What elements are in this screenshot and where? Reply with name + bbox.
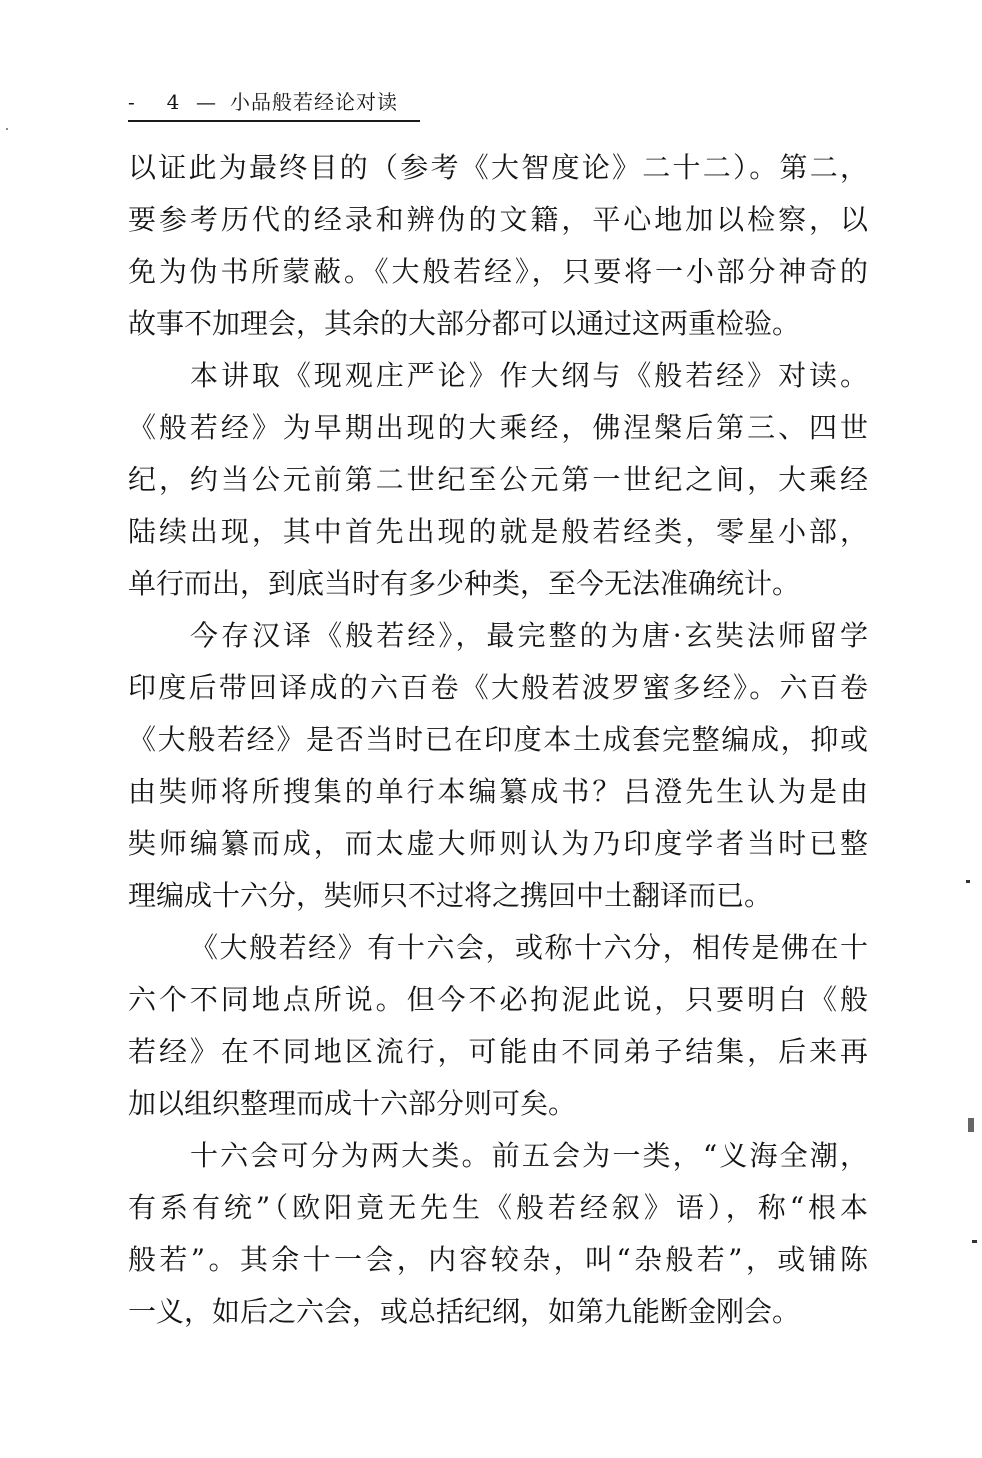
- scan-speck: [966, 880, 970, 883]
- text-line: 印度后带回译成的六百卷《大般若波罗蜜多经》。六百卷: [128, 671, 868, 704]
- text-line: 陆续出现，其中首先出现的就是般若经类，零星小部，: [128, 515, 868, 548]
- text-line: 以证此为最终目的（参考《大智度论》二十二）。第二，: [128, 151, 868, 184]
- text-line: 理编成十六分，奘师只不过将之携回中土翻译而已。: [128, 879, 773, 912]
- text-line: 若经》在不同地区流行，可能由不同弟子结集，后来再: [128, 1035, 868, 1068]
- text-line: 本讲取《现观庄严论》作大纲与《般若经》对读。: [190, 359, 868, 392]
- text-line: 免为伪书所蒙蔽。《大般若经》，只要将一小部分神奇的: [128, 255, 868, 288]
- body-text: [128, 142, 868, 1338]
- book-title: 小品般若经论对读: [230, 90, 398, 114]
- text-line: 要参考历代的经录和辨伪的文籍，平心地加以检察，以: [128, 203, 868, 236]
- text-line: 奘师编纂而成，而太虚大师则认为乃印度学者当时已整: [128, 827, 868, 860]
- text-line: 十六会可分为两大类。前五会为一类，“义海全潮，: [190, 1139, 868, 1172]
- text-line: 由奘师将所搜集的单行本编纂成书？吕澄先生认为是由: [128, 775, 868, 808]
- scan-speck: [972, 1240, 977, 1243]
- text-line: 六个不同地点所说。但今不必拘泥此说，只要明白《般: [128, 983, 868, 1016]
- text-line: 《大般若经》是否当时已在印度本土成套完整编成，抑或: [128, 723, 868, 756]
- text-line: 一义，如后之六会，或总括纪纲，如第九能断金刚会。: [128, 1295, 801, 1328]
- page-number: 4: [166, 90, 180, 114]
- text-line: 《般若经》为早期出现的大乘经，佛涅槃后第三、四世: [128, 411, 868, 444]
- scan-speck: [968, 1118, 974, 1132]
- header-dash-right: —: [196, 90, 216, 114]
- header-dash-left: -: [128, 90, 135, 114]
- text-line: 加以组织整理而成十六部分则可矣。: [128, 1087, 577, 1120]
- text-line: 《大般若经》有十六会，或称十六分，相传是佛在十: [190, 931, 868, 964]
- text-line: 有系有统”（欧阳竟无先生《般若经叙》语），称“根本: [128, 1191, 868, 1224]
- text-line: 今存汉译《般若经》，最完整的为唐·玄奘法师留学: [190, 619, 868, 652]
- text-line: 般若”。其余十一会，内容较杂，叫“杂般若”，或铺陈: [128, 1243, 868, 1276]
- text-line: 故事不加理会，其余的大部分都可以通过这两重检验。: [128, 307, 801, 340]
- running-header: [128, 88, 420, 122]
- text-line: 纪，约当公元前第二世纪至公元第一世纪之间，大乘经: [128, 463, 868, 496]
- scan-speck: [6, 128, 8, 130]
- text-line: 单行而出，到底当时有多少种类，至今无法准确统计。: [128, 567, 801, 600]
